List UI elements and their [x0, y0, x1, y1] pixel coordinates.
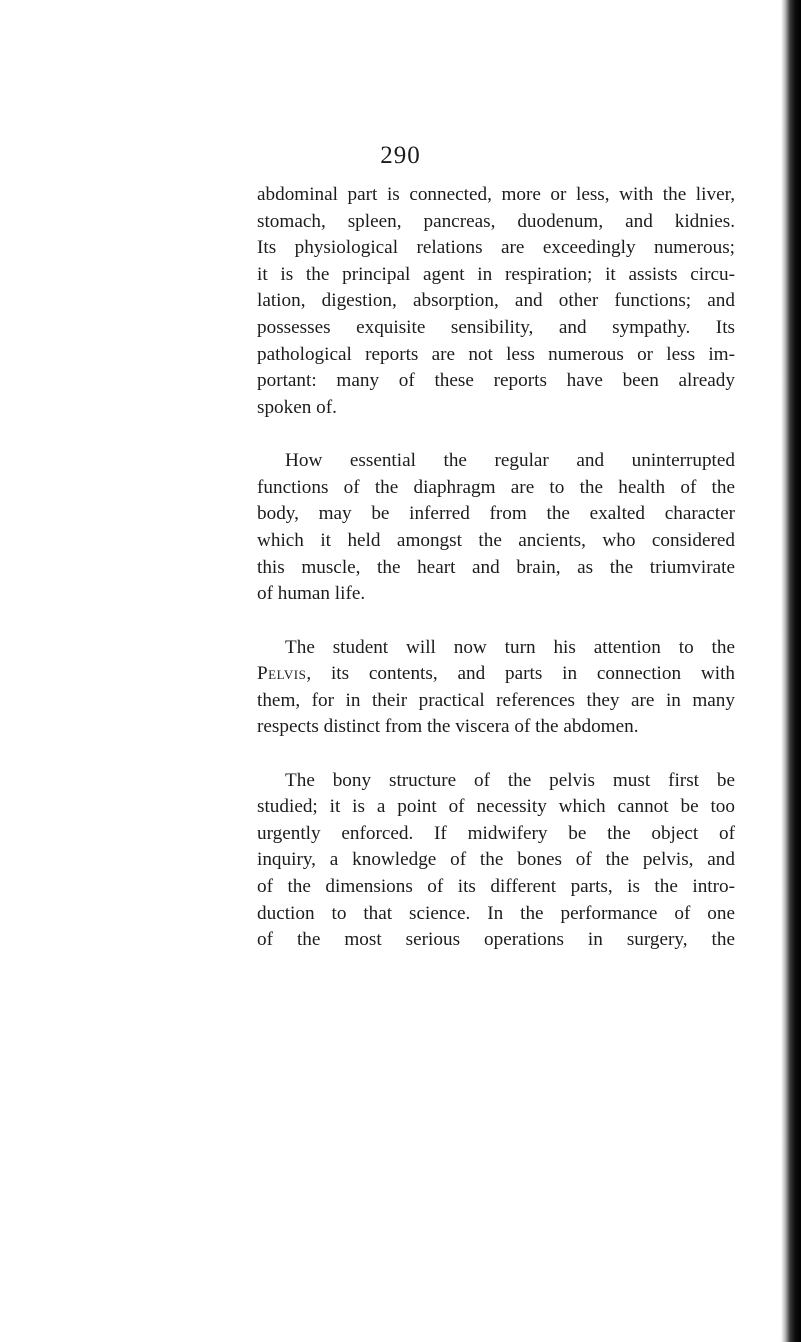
- text-line: studied; it is a point of necessity which cannot be too: [257, 796, 735, 818]
- text-line: respects distinct from the viscera of the abdomen.: [257, 716, 639, 738]
- text-line: pathological reports are not less numerous or less im-: [257, 343, 735, 365]
- text-line: of the most serious operations in surgery, the: [257, 929, 735, 951]
- text-line: possesses exquisite sensibility, and sympathy. Its: [257, 316, 735, 338]
- text-line: of the dimensions of its different parts, is the intro-: [257, 876, 735, 898]
- text-line: stomach, spleen, pancreas, duodenum, and kidnies.: [257, 210, 735, 232]
- paragraph-2: [257, 448, 735, 608]
- text-line: [257, 448, 735, 475]
- text-line: this muscle, the heart and brain, as the triumvirate: [257, 556, 735, 578]
- text-line: portant: many of these reports have been already: [257, 370, 735, 392]
- text-line: abdominal part is connected, more or less, with the liver,: [257, 184, 735, 205]
- indented-text: How essential the regular and uninterrupted: [285, 450, 735, 472]
- text-line: functions of the diaphragm are to the health of the: [257, 476, 735, 498]
- text-line: which it held amongst the ancients, who considered: [257, 529, 735, 551]
- text-line: The bony structure of the pelvis must first be: [285, 769, 735, 791]
- text-line: of human life.: [257, 583, 366, 605]
- body-text: [257, 182, 735, 954]
- text-line: body, may be inferred from the exalted character: [257, 503, 735, 525]
- text-line: [257, 661, 735, 688]
- text-line: spoken of.: [257, 396, 337, 418]
- text-line: urgently enforced. If midwifery be the object of: [257, 822, 735, 844]
- text-line: it is the principal agent in respiration; it assists circu-: [257, 263, 735, 285]
- text-line: duction to that science. In the performance of one: [257, 902, 735, 924]
- text-line: lation, digestion, absorption, and other functions; and: [257, 290, 735, 312]
- text-line: The student will now turn his attention to the: [285, 636, 735, 658]
- text-line: inquiry, a knowledge of the bones of the pelvis, and: [257, 849, 735, 871]
- small-caps-term: Pelvis: [257, 663, 307, 685]
- text-line: Its physiological relations are exceedingly numerous;: [257, 237, 735, 259]
- paragraph-3: [257, 635, 735, 741]
- text-fragment: , its contents, and parts in connection with: [306, 663, 735, 685]
- page-number: 290: [380, 142, 421, 169]
- paragraph-1: [257, 182, 735, 421]
- text-line: them, for in their practical references they are in many: [257, 689, 735, 711]
- paragraph-4: [257, 768, 735, 954]
- page-binding-edge: [781, 0, 801, 1342]
